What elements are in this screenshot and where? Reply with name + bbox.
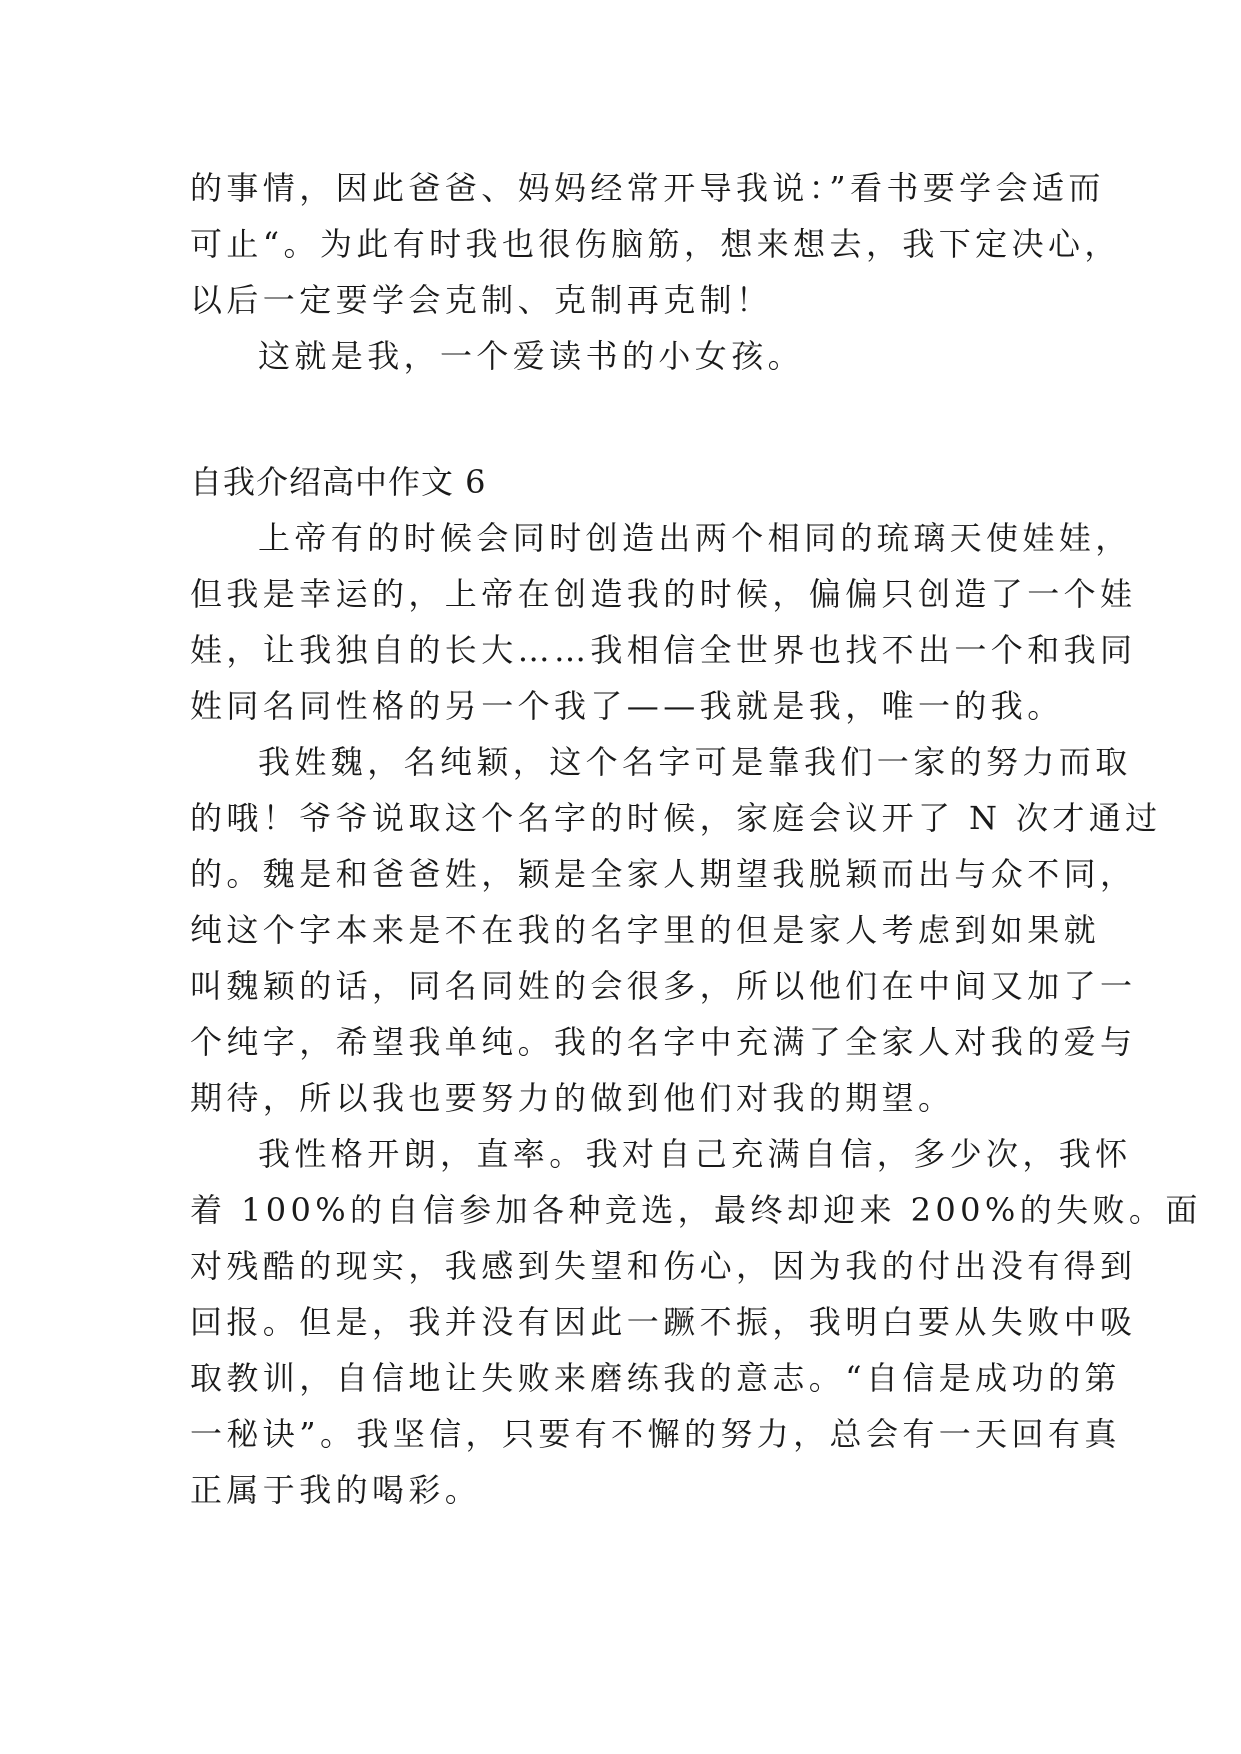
paragraph-closing [190,328,1070,384]
text-line: 娃，让我独自的长大……我相信全世界也找不出一个和我同 [190,631,1137,669]
document-body [190,160,1202,1518]
text-line: 我性格开朗，直率。我对自己充满自信，多少次，我怀 [258,1135,1132,1173]
text-line: 我姓魏，名纯颖，这个名字可是靠我们一家的努力而取 [258,743,1132,781]
text-line: 这就是我，一个爱读书的小女孩。 [258,337,805,375]
text-line: 叫魏颖的话，同名同姓的会很多，所以他们在中间又加了一 [190,967,1137,1005]
text-line: 个纯字，希望我单纯。我的名字中充满了全家人对我的爱与 [190,1023,1137,1061]
text-line: 取教训，自信地让失败来磨练我的意志。“自信是成功的第 [190,1359,1121,1397]
text-line: 的事情，因此爸爸、妈妈经常开导我说：”看书要学会适而 [190,169,1105,207]
paragraph-3 [190,1126,1202,1518]
text-line: 期待，所以我也要努力的做到他们对我的期望。 [190,1079,955,1117]
text-line: 以后一定要学会克制、克制再克制！ [190,281,773,319]
paragraph-continued [190,160,1121,328]
text-line: 回报。但是，我并没有因此一蹶不振，我明白要从失败中吸 [190,1303,1137,1341]
text-line: 上帝有的时候会同时创造出两个相同的琉璃天使娃娃， [258,519,1132,557]
paragraph-1 [190,510,1137,734]
text-line: 对残酷的现实，我感到失望和伤心，因为我的付出没有得到 [190,1247,1137,1285]
text-line: 的哦！爷爷说取这个名字的时候，家庭会议开了 N 次才通过 [190,799,1162,837]
text-line: 但我是幸运的，上帝在创造我的时候，偏偏只创造了一个娃 [190,575,1137,613]
text-line: 姓同名同性格的另一个我了——我就是我，唯一的我。 [190,687,1064,725]
section-title: 自我介绍高中作文 6 [190,463,487,501]
text-line: 的。魏是和爸爸姓，颖是全家人期望我脱颖而出与众不同， [190,855,1137,893]
paragraph-2 [190,734,1162,1126]
text-line: 可止“。为此有时我也很伤脑筋，想来想去，我下定决心， [190,225,1121,263]
text-line: 着 100%的自信参加各种竞选，最终却迎来 200%的失败。面 [190,1191,1202,1229]
section-spacer [190,384,1070,454]
text-line: 一秘诀”。我坚信，只要有不懈的努力，总会有一天回有真 [190,1415,1121,1453]
text-line: 正属于我的喝彩。 [190,1471,482,1509]
text-line: 纯这个字本来是不在我的名字里的但是家人考虑到如果就 [190,911,1101,949]
